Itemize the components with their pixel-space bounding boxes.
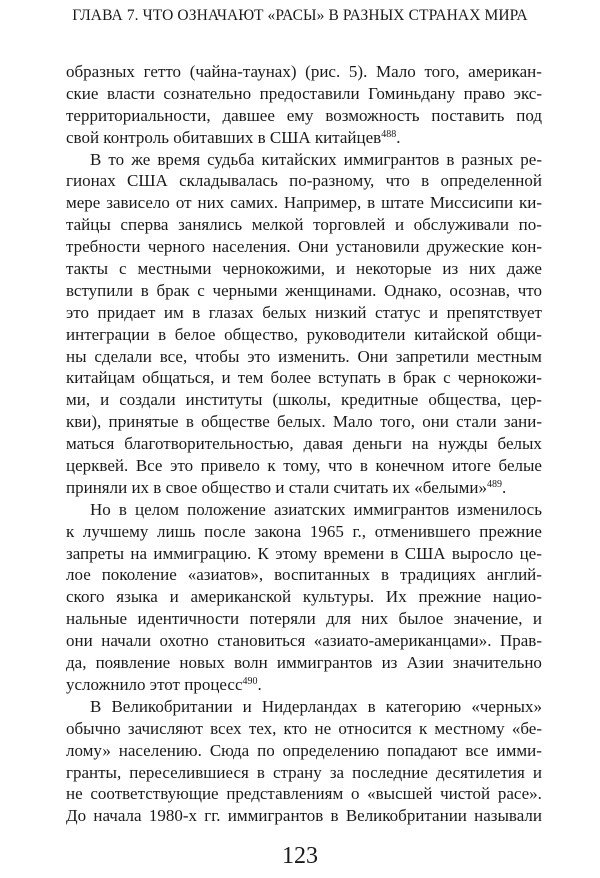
text-line-content: усложнило этот процесс bbox=[66, 674, 243, 694]
text-line: лое поколение «азиатов», воспитанных в традициях англий- bbox=[66, 565, 542, 585]
punctuation: . bbox=[257, 674, 262, 694]
text-line: кви), принятые в обществе белых. Мало того, они стали зани- bbox=[66, 412, 542, 432]
text-line: Но в целом положение азиатских иммигрантов изменилось bbox=[90, 499, 542, 519]
text-line: мере зависело от них самих. Например, в штате Миссисипи ки- bbox=[66, 193, 542, 213]
text-line: вступили в брак с черными женщинами. Однако, осознав, что bbox=[66, 280, 542, 300]
text-line: китайцам общаться, и тем более вступать в брак с чернокожи- bbox=[66, 368, 542, 388]
running-header: ГЛАВА 7. ЧТО ОЗНАЧАЮТ «РАСЫ» В РАЗНЫХ СТРАНАХ МИРА bbox=[72, 7, 528, 24]
text-line: гранты, переселившиеся в страну за последние десятилетия и bbox=[66, 762, 542, 782]
text-line: образных гетто (чайна-таунах) (рис. 5). Мало того, американ- bbox=[66, 62, 542, 81]
text-line: маться благотворительностью, давая деньги на нужды белых bbox=[66, 434, 542, 454]
text-line: к лучшему лишь после закона 1965 г., отменившего прежние bbox=[66, 521, 542, 541]
text-line: ми, и создали институты (школы, кредитные общества, цер- bbox=[66, 390, 542, 410]
punctuation: . bbox=[502, 477, 507, 497]
paragraph bbox=[66, 696, 542, 827]
text-line bbox=[66, 674, 542, 696]
page-number: 123 bbox=[282, 843, 318, 869]
text-line-content: приняли их в свое общество и стали считать их «белыми» bbox=[66, 477, 488, 497]
text-line: запреты на иммиграцию. К этому времени в США выросло це- bbox=[66, 543, 542, 563]
text-line: церквей. Все это привело к тому, что в конечном итоге белые bbox=[66, 456, 542, 476]
text-line-content: свой контроль обитавших в США китайцев bbox=[66, 127, 382, 147]
text-line: интеграции в белое общество, руководители китайской общи- bbox=[66, 324, 542, 344]
text-line: не соответствующие представлениям о «высшей чистой расе». bbox=[66, 784, 542, 804]
text-line: они начали охотно становиться «азиато-американцами». Прав- bbox=[66, 631, 542, 651]
text-line: тайцы сперва занялись мелкой торговлей и обслуживали по- bbox=[66, 215, 542, 235]
text-line: ны сделали все, чтобы это изменить. Они запретили местным bbox=[66, 346, 542, 366]
text-line: территориальности, давшее ему возможность поставить под bbox=[66, 105, 542, 125]
text-line: До начала 1980-х гг. иммигрантов в Великобритании называли bbox=[66, 806, 542, 826]
footnote-ref: 488 bbox=[381, 128, 397, 140]
text-line: нальные идентичности потеряли для них былое значение, и bbox=[66, 609, 542, 629]
text-line: да, появление новых волн иммигрантов из Азии значительно bbox=[66, 653, 542, 673]
text-line bbox=[66, 127, 542, 149]
text-line: ского языка и американской культуры. Их прежние нацио- bbox=[66, 587, 542, 607]
text-line: ские власти сознательно предоставили Гоминьдану право экс- bbox=[66, 83, 542, 103]
text-line: требности черного населения. Они установили дружеские кон- bbox=[66, 237, 542, 257]
paragraph bbox=[66, 499, 542, 696]
text-line: это придает им в глазах белых низкий статус и препятствует bbox=[66, 302, 542, 322]
text-line bbox=[66, 477, 542, 499]
footnote-ref: 490 bbox=[242, 675, 258, 687]
body-text bbox=[66, 61, 542, 827]
footnote-ref: 489 bbox=[487, 478, 503, 490]
text-line: лому» населению. Сюда по определению попадают все имми- bbox=[66, 740, 542, 760]
text-line: В Великобритании и Нидерландах в категорию «черных» bbox=[90, 696, 542, 716]
paragraph bbox=[66, 149, 542, 499]
text-line: гионах США складывалась по-разному, что в определенной bbox=[66, 171, 542, 191]
paragraph bbox=[66, 61, 542, 149]
punctuation: . bbox=[396, 127, 401, 147]
text-line: такты с местными чернокожими, и некоторые из них даже bbox=[66, 259, 542, 279]
text-line: обычно зачисляют всех тех, кто не относится к местному «бе- bbox=[66, 718, 542, 738]
text-line: В то же время судьба китайских иммигрантов в разных ре- bbox=[90, 149, 542, 169]
